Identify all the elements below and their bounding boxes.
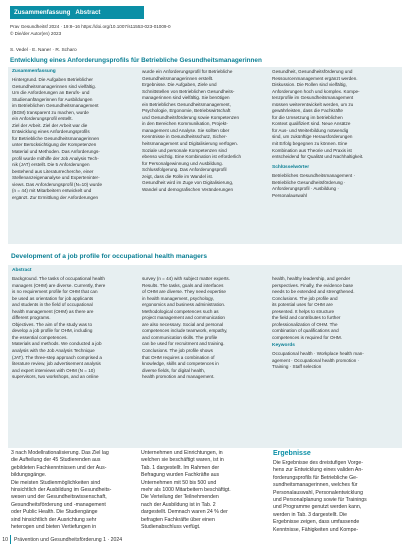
text-line: Ressourcenmanagement ergänzt werden. [272,75,358,81]
text-line: Training · Staff selection [272,364,322,370]
text-line: tenzprofile im Gesundheitsmanagement [272,95,354,101]
text-line: Schnittstellen von Betrieblichen Gesundheits- [142,88,235,94]
text-line: perspectives. Finally, the evidence base [272,282,354,288]
text-line: that OHM requires a combination of [142,354,215,360]
text-line: Occupational health · Workplace health man- [272,351,364,356]
text-line: nik (JAT) erstellt. Die 5 Anforderungen [12,162,90,168]
copyright-line: © Die/der Autor(en) 2023 [10,31,62,36]
text-line: Befragung wurden Fachkräfte aus [141,472,220,479]
text-line: für Betriebliche Gesundheitsmanagerinnen [12,135,100,141]
text-line: gebildeten Fachkenntnissen und der Aus- [11,464,107,471]
text-line: Entwicklung eines Anforderungsprofils [12,129,90,135]
german-abstract-box [8,67,402,244]
text-line: hinsichtlich der Ausbildung im Gesundheits- [11,487,112,494]
text-line: competences is required for OHM. [272,334,342,340]
text-line: werden in Tab. 3 dargestellt. Die [273,511,348,518]
abstract-en-column-3 [272,276,396,341]
header-tab-zusammenfassung: Zusammenfassung [14,9,71,16]
text-line: health promotion and management. [142,374,215,380]
text-line: (JAT). The three-step approach comprised a [12,354,102,360]
text-line: sind, um zukünftige Herausforderungen [272,134,353,140]
text-line: Personalauswahl, Personalentwicklung [273,489,363,496]
text-line: forderungsprofils für Betriebliche Ge- [273,474,358,481]
text-line: ein Anforderungsprofil erstellt. [12,116,73,122]
text-line: müssen weiterentwickelt werden, um zu [272,101,354,107]
text-line: is no requirement profile for OHM that can [12,289,98,295]
text-line: ergonomics and business administration. [142,302,226,308]
text-line: mehr als 1000 Mitarbeitern beschäftigt. [141,487,231,494]
text-line: Um die Anforderungen an Berufs- und [12,90,90,96]
text-line: für Aus- und Weiterbildung notwendig [272,127,349,133]
text-line: Gesundheitsmanagerinnen sind vielfältig. [12,83,97,89]
abstract-de-column-3 [272,69,396,161]
text-line: Conclusions. The job profile and [272,295,338,301]
text-line: Gesundheitsmanagerinnen erstellt. [142,75,214,81]
text-line: oder Public Health. Die Studiengänge [11,509,98,516]
text-line: management und Analyse. Sie sollten über [142,127,230,133]
page-number: 10 [2,537,8,543]
text-line: und Personalplanung sowie für Trainings [273,497,367,504]
text-line: Methodological competences such as [142,308,219,314]
text-line: in health management, psychology, [142,295,214,301]
text-line: Studienanfängerinnen für Ausbildungen [12,96,93,102]
text-line: für Personalgewinnung und Ausbildung. [142,160,223,166]
abstract-en-column-2 [142,276,266,381]
text-line: Wandel und demografischen Veränderungen [142,186,234,192]
text-line: mit Erfolg begegnen zu können. Eine [272,141,348,147]
text-line: its potential uses for OHM are [272,302,333,308]
english-abstract-box [8,265,402,448]
text-line: Results. The tasks, goals and interfaces [142,282,224,288]
text-line: bestehend aus Literaturrecherche, einer [12,168,94,174]
text-line: Die Ergebnisse des dreistufigen Vorge- [273,460,363,466]
authors: S. Vedel · E. Naner · R. Scharo [10,48,77,53]
text-line: bildungsgänge. [11,472,47,479]
text-line: nach der Ausbildung ist in Tab. 2 [141,501,216,508]
text-line: Diskussion. Die Rollen sind vielfältig, [272,82,347,88]
text-line: und Gesundheitsförderung sowie Kompetenzen [142,114,240,120]
text-line: Betriebliche Gesundheitsförderung · [272,179,346,185]
text-line: ergänzt. Zur Ermittlung der Anforderungen [12,194,99,200]
text-line: welchen sie beschäftigt waren, ist in [141,457,224,464]
text-line: and expert interviews with OHM (N = 10) [12,367,95,373]
text-line: wesen und der Gesundheitswissenschaft, [11,494,107,501]
text-line: Psychologie, Ergonomie, Betriebswirtschaft [142,108,231,114]
text-line: Kombination aus Theorie und Praxis ist [272,147,352,153]
text-line: heitsmanagement und Digitalisierung verfügen. [142,141,239,147]
text-line: in den Bereichen Kommunikation, Projekt- [142,121,228,127]
text-line: Gesundheit, Gesundheitsförderung und [272,69,353,74]
header-tab-abstract: Abstract [75,9,101,16]
text-line: of OHM are diverse. They need expertise [142,289,226,295]
text-line: survey (n = 44) with subject matter experts. [142,276,230,281]
text-line: Schlussfolgerung. Das Anforderungsprofil [142,167,227,173]
text-line: sind hinsichtlich der Ausrichtung sehr [11,516,97,523]
text-line: Kenntnisse in Gesundheitsschutz, Sicher- [142,134,228,140]
text-line: Materials and methods. We conducted a job [12,341,102,347]
text-line: im Betrieblichen Gesundheitsmanagement [12,103,99,109]
text-line: health management (OHM) as there are [12,308,94,314]
text-line: the essential competences. [12,334,68,340]
text-line: Betriebliches Gesundheitsmanagement · [272,173,355,178]
text-line: Personalauswahl [272,192,307,198]
text-line: knowledge, skills and competences in [142,361,219,367]
text-line: Studienabschluss verfügt. [141,524,201,531]
text-line: project management and communication [142,315,225,321]
text-line: entscheidend für Qualität und Nachhaltigkeit. [272,154,364,160]
text-line: Background. The tasks of occupational health [12,276,105,281]
text-line: Stellenanzeigenanalyse und Experteninter- [12,175,100,181]
text-line: ein Betriebliches Gesundheitsmanagement, [142,101,231,107]
text-line: Die Verteilung der Teilnehmenden [141,494,219,501]
section-heading-ergebnisse: Ergebnisse [273,450,311,457]
text-line: Die meisten Studienmöglichkeiten sind [11,479,101,486]
text-line: be used as orientation for job applicants [12,295,94,301]
text-line: presented. It helps to structure [272,308,335,314]
text-line: the field and contributes to further [272,315,341,321]
text-line: die Aufteilung der 45 Studierenden aus [11,457,101,464]
text-line: Conclusions. The job profile shows [142,348,213,354]
text-line: gewährleisten, dass die Fachkräfte [272,108,343,114]
section-header-bar [10,6,144,19]
text-line: literature review, job advertisement analysis [12,361,101,367]
text-line: dargestellt. Demnach waren 24 % der [141,509,228,516]
text-line: needs to be extended and strengthened. [272,289,355,295]
text-line: Ziel der Arbeit. Ziel der Arbeit war die [12,122,88,128]
text-line: Tab. 1 dargestellt. Im Rahmen der [141,464,220,471]
body-column-2 [141,450,265,531]
text-line: Soziale und personale Kompetenzen sind [142,147,227,153]
text-line: ebenso wichtig. Eine Kombination ist erforderlich [142,154,242,160]
text-line: Objectives. The aim of the study was to [12,321,93,327]
text-line: wurde ein Anforderungsprofil für Betriebliche [142,69,233,74]
text-line: managers (OHM) are diverse. Currently, there [12,282,106,288]
text-line: Anforderungsprofil · Ausbildung · [272,186,339,192]
text-line: and students in the field of occupational [12,302,93,308]
text-line: managerinnen sind vielfältig. Sie benötigen [142,95,230,101]
text-line: Material und Methoden. Das Anforderungs- [12,149,100,155]
text-line: develop a job profile for OHM, including [12,328,93,334]
text-line: analysis with the Job Analysis Technique [12,348,95,354]
keywords-en [272,351,396,371]
text-line: Kontext qualifiziert sind. Neue Ansätze [272,121,351,127]
text-line: can be used for recruitment and training. [142,341,225,347]
text-line: Ergebnisse zeigen, dass umfassende [273,519,360,526]
text-line: combination of qualifications and [272,328,339,334]
text-line: Unternehmen und Einrichtungen, in [141,450,223,456]
text-line: zeigt, dass die Rolle im Wandel ist. [142,173,214,179]
text-line: are also necessary. Social and personal [142,321,224,327]
keywords-label-en: Keywords [272,343,295,348]
text-line: 3 nach Modellrationalisierung. Das Ziel lag [11,450,109,456]
body-column-1 [11,450,135,531]
text-line: Kenntnisse, Fähigkeiten und Kompe- [273,526,359,533]
text-line: befragten Fachkräfte über einen [141,516,215,523]
text-line: für die Umsetzung im betrieblichen [272,114,343,120]
abstract-label-de: Zusammenfassung [12,69,56,74]
text-line: (n = 44) mit Mitarbeitern entwickelt und [12,188,92,194]
journal-name: Prävention und Gesundheitsförderung 1 · 2024 [14,537,123,543]
text-line: supervisors, two workshops, and an online [12,374,99,380]
text-line: health, healthy leadership, and gender [272,276,351,281]
text-line: Gesundheit wird im Zuge von Digitalisierung, [142,180,234,186]
text-line: views. Das Anforderungsprofil (N=10) wurde [12,181,103,187]
abstract-de-column-1 [12,77,136,201]
text-line: Gesundheitsförderung und -management [11,501,106,508]
abstract-en-column-1 [12,276,136,381]
text-line: diverse fields, for digital health, [142,367,206,373]
text-line: and communication skills. The profile [142,334,218,340]
citation-line: Prav Gesundheitsf 2024 · 19:8–16 https://doi.org/10.1007/s11553-023-01009-0 [10,24,171,29]
text-line: profil wurde mithilfe der Job Analysis Tech- [12,155,99,161]
text-line: Hintergrund. Die Aufgaben Betrieblicher [12,77,93,82]
text-line: Anforderungen hoch und komplex. Kompe- [272,88,360,94]
article-title-en: Development of a job profile for occupational health managers [11,253,208,260]
text-line: sundheitsmanagerinnen, welches für [273,482,358,489]
abstract-label-en: Abstract [12,268,32,273]
text-line: heterogen und bieten Vertiefungen in [11,524,97,531]
text-line: different programs. [12,315,51,321]
text-line: competences include teamwork, empathy, [142,328,228,334]
keywords-label-de: Schlüsselwörter [272,165,310,170]
abstract-de-column-2 [142,69,266,193]
text-line: unter Berücksichtigung der Kompetenzen [12,142,97,148]
keywords-de [272,173,396,199]
footer-divider [10,535,11,544]
body-column-3 [273,460,403,534]
text-line: professionalization of OHM. The [272,321,338,327]
text-line: agement · Occupational health promotion · [272,357,360,363]
article-title-de: Entwicklung eines Anforderungsprofils für Betriebliche Gesundheitsmanagerinnen [10,57,262,64]
text-line: Unternehmen mit 50 bis 500 und [141,479,217,486]
text-line: hens zur Entwicklung eines validen An- [273,467,363,474]
text-line: Ergebnisse. Die Aufgaben, Ziele und [142,82,217,88]
text-line: und Programme genutzt werden kann, [273,504,362,511]
text-line: (BGM) transparent zu machen, wurde [12,109,89,115]
